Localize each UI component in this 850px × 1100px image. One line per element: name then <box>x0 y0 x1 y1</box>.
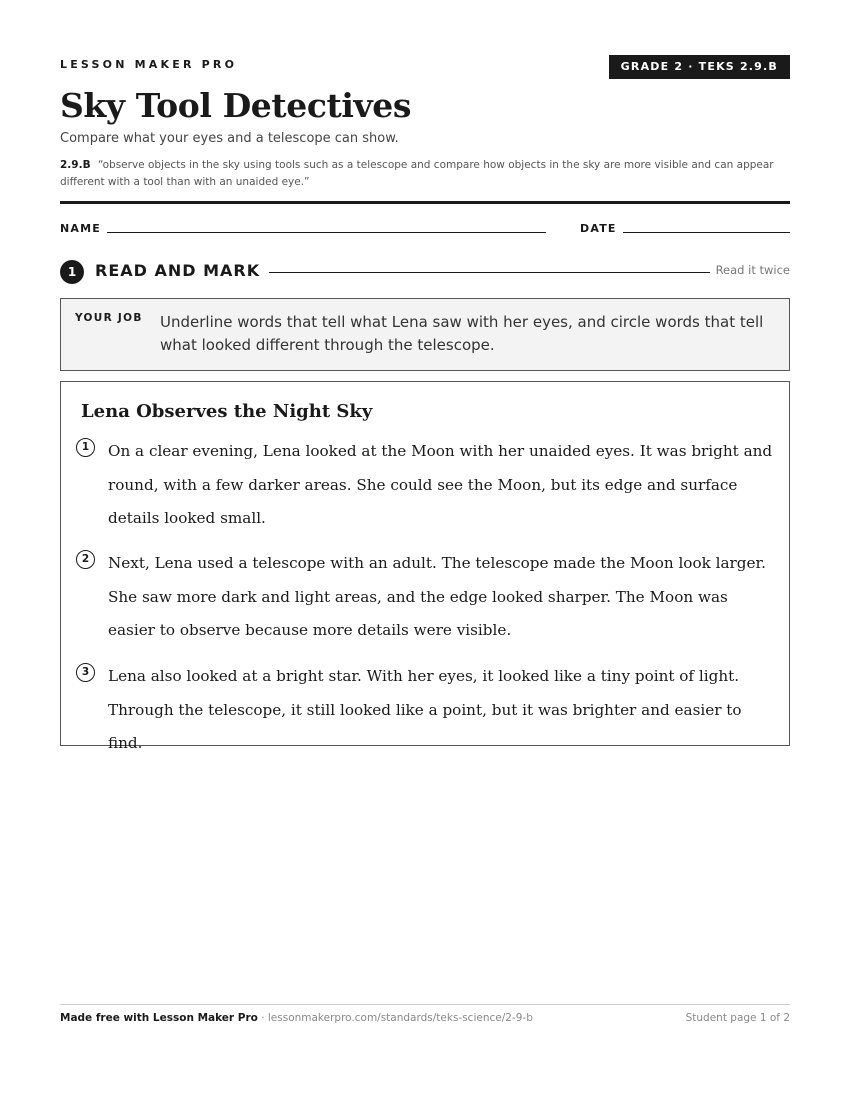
brand-name: LESSON MAKER PRO <box>60 58 238 71</box>
passage-paragraph-1[interactable]: On a clear evening, Lena looked at the Moon with her unaided eyes. It was bright and round, with a few darker areas. She could see the Moon, but its edge and surface details looked small. <box>108 442 773 528</box>
your-job-label: YOUR JOB <box>75 312 143 324</box>
name-label: NAME <box>60 222 101 235</box>
footer-url[interactable]: lessonmakerpro.com/standards/teks-science/2-9-b <box>267 1012 533 1024</box>
passage-paragraph-2[interactable]: Next, Lena used a telescope with an adult. The telescope made the Moon look larger. She saw more dark and light areas, and the edge looked sharper. The Moon was easier to observe because more details were visible. <box>108 554 766 640</box>
reading-passage <box>60 381 790 753</box>
standard-code: 2.9.B <box>60 159 91 171</box>
page-title: Sky Tool Detectives <box>60 86 412 125</box>
grade-badge: GRADE 2 · TEKS 2.9.B <box>609 55 790 79</box>
your-job-instructions: Underline words that tell what Lena saw with her eyes, and circle words that tell what looked different through the telescope. <box>160 313 764 354</box>
worksheet-page <box>60 0 790 1100</box>
page-subtitle: Compare what your eyes and a telescope can show. <box>60 131 399 146</box>
footer-divider <box>60 1004 790 1005</box>
your-job-box <box>60 298 790 371</box>
section-divider <box>269 272 710 273</box>
footer-separator: · <box>257 1012 268 1024</box>
date-label: DATE <box>580 222 617 235</box>
footer-made-with: Made free with Lesson Maker Pro <box>60 1012 258 1024</box>
section-title: READ AND MARK <box>95 261 261 280</box>
section-note: Read it twice <box>715 263 790 277</box>
paragraph-number-2: 2 <box>76 550 95 569</box>
passage-paragraph-3[interactable]: Lena also looked at a bright star. With her eyes, it looked like a tiny point of light. Through the telescope, it still looked like a point, but it was brighter and easier to find. <box>108 667 742 753</box>
footer-credit <box>60 1012 533 1024</box>
footer-page-number: Student page 1 of 2 <box>685 1012 790 1024</box>
passage-title: Lena Observes the Night Sky <box>81 401 373 422</box>
standard-text: “observe objects in the sky using tools such as a telescope and compare how objects in the sky are more visible and can appear different with a tool than with an unaided eye.” <box>60 159 774 188</box>
paragraph-number-3: 3 <box>76 663 95 682</box>
section-number-badge: 1 <box>60 260 84 284</box>
date-field[interactable] <box>623 232 790 233</box>
paragraph-number-1: 1 <box>76 438 95 457</box>
header-divider <box>60 201 790 204</box>
standard-description <box>60 157 790 191</box>
name-field[interactable] <box>107 232 546 233</box>
